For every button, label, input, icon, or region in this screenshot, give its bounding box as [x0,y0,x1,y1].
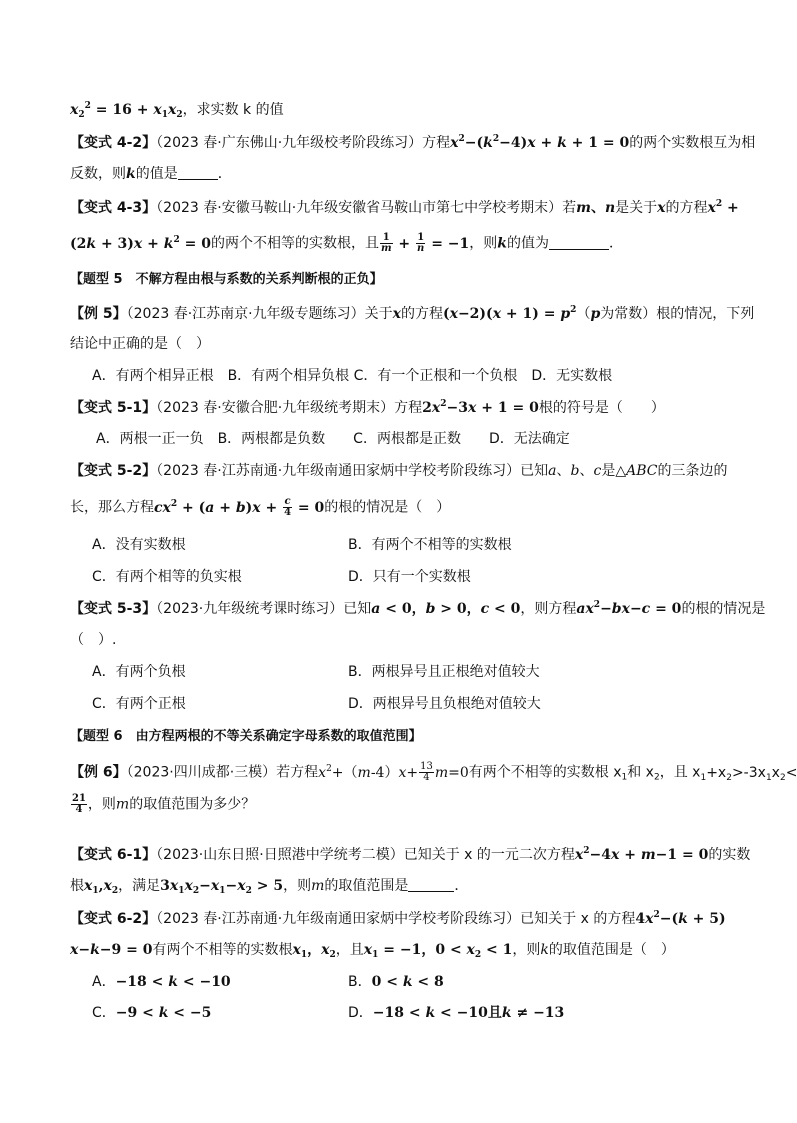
source-text: （2023·四川成都·三模）若方程 [126,764,319,781]
equation: $x^2-(k^2-4)x + k + 1 = 0$ [450,134,630,151]
answer-blank [178,165,218,180]
variable-m: m [115,796,130,813]
variant-5-3-line1 [70,599,765,619]
equation-part: $(2k + 3)x + k^2 = 0$ [70,234,211,252]
equation-part: x−k−9 = 0 [70,942,153,958]
variable-x: x [392,306,401,322]
option-value: −18 < k < −10 [115,974,231,990]
variant-tag: 【变式 5-3】 [70,601,157,617]
example-5-line1 [70,304,754,324]
example-5-line2: 结论中正确的是（ ） [70,336,210,352]
text: 根的符号是（ ） [538,400,665,416]
variant-5-2-option-d: D．只有一个实数根 [348,569,471,585]
text: （ [576,306,591,322]
variant-4-2-line2 [70,164,232,184]
text: ． [608,235,623,252]
variable-k: k [126,166,136,182]
equation-part: $x^2$ + [707,199,739,216]
variant-tag: 【变式 6-1】 [70,847,157,863]
variant-5-3-option-d: D．两根异号且负根绝对值较大 [348,696,541,712]
source-text: （2023 春·江苏南通·九年级南通田家炳中学校考阶段练习）已知关于 x 的方程 [156,911,636,927]
variant-5-3-option-b: B．两根异号且正根绝对值较大 [348,664,540,680]
variant-tag: 【变式 4-3】 [70,200,157,216]
text: 和 x [627,764,654,781]
option-label: B． [348,974,372,990]
section-5-title: 【题型 5 不解方程由根与系数的关系判断根的正负】 [70,272,383,287]
text: ． [454,878,469,894]
inequality: $3x_1x_2-x_1-x_2 > 5$ [160,878,284,896]
variant-6-2-option-c [92,1003,211,1023]
conditions: a < 0，b > 0，c < 0 [371,601,521,617]
variant-5-2-option-c: C．有两个相等的负实根 [92,569,242,585]
text: ，则 [469,235,498,252]
conditions: $x_1 = -1$，$0 < x_2 < 1$ [363,942,513,960]
variant-tag: 【变式 6-2】 [70,911,157,927]
variant-tag: 【变式 5-1】 [70,400,157,416]
text: 的三条边的 [657,463,728,479]
variant-5-3-option-a: A．有两个负根 [92,664,186,680]
source-text: （2023 春·江苏南京·九年级专题练习）关于 [126,306,393,322]
variables: m、n [576,200,616,216]
text: ，满足 [118,878,161,894]
source-text: （2023 春·江苏南通·九年级南通田家炳中学校考阶段练习）已知 [156,463,549,479]
example-tag: 【例 6】 [70,764,127,781]
equation: $ax^2-bx-c = 0$ [576,600,682,617]
text: 反数，则 [70,166,126,182]
text: ，且 [335,942,364,958]
variant-6-2-line1 [70,909,726,929]
text: ，求实数 k 的值 [182,102,284,118]
variant-5-2-line1 [70,461,727,481]
option-label: C． [92,1005,116,1021]
text: 有两个不相等的实数根 [152,942,293,958]
variant-5-3-option-c: C．有两个正根 [92,696,186,712]
variant-6-1-line2 [70,876,468,896]
text: 是关于 [615,200,658,216]
equation: $x^2+(m-4)x+$ $\frac{13}{4}$ m=0 [318,761,469,783]
section-6-title: 【题型 6 由方程两根的不等关系确定字母系数的取值范围】 [70,729,422,744]
source-text: （2023 春·广东佛山·九年级校考阶段练习）方程 [156,135,451,151]
variable-k: k [497,235,507,252]
variable-k: k [540,942,549,958]
variable-x: x [657,200,666,216]
source-text: （2023·山东日照·日照港中学统考二模）已知关于 x 的一元二次方程 [156,847,575,863]
answer-blank [408,877,454,892]
text: 的值为 [506,235,549,252]
example-6-line1: 【例 6】（2023·四川成都·三模）若方程$x^2+(m-4)x+$ $\frac{13}{4}$ m=0有两个不相等的实数根 $x_1$和 $x_2$，且 $x_1+x_2>-3x_1x_2<$ [70,761,797,783]
text: ，则 [512,942,541,958]
variant-5-1-line1 [70,398,665,418]
option-value: 0 < k < 8 [371,974,444,990]
source-text: （2023 春·安徽马鞍山·九年级安徽省马鞍山市第七中学校考期末）若 [156,200,577,216]
equation: $cx^2 + (a + b)x$ + $\frac{c}{4}$ = 0 [154,496,325,518]
text: 的取值范围是（ ） [548,942,675,958]
text: 根 [70,878,84,894]
equation: $2x^2-3x + 1 = 0$ [422,399,539,416]
equation: $x^2-4x + m-1 = 0$ [574,846,709,863]
text: 的根的情况是 [681,601,766,617]
variable-m: m [311,878,325,894]
example-5-options: A．有两个相异正根 B．有两个相异负根 C．有一个正根和一个负根 D．无实数根 [92,368,613,384]
text: 的两个实数根互为相 [629,135,756,151]
inequality: $_1+x_2>-3x_1x_2<$ [700,764,797,783]
equation: $x_2^2 = 16 + x_1x_2$ [70,101,183,120]
variant-6-2-option-a [92,972,231,992]
text: 有两个不相等的实数根 x [468,764,622,781]
text: ，则方程 [520,601,577,617]
source-text: （2023 春·安徽合肥·九年级统考期末）方程 [156,400,423,416]
variant-6-1-line1 [70,845,750,865]
variant-4-2-line1 [70,133,755,153]
text: 长，那么方程 [70,499,154,516]
text: 为常数）根的情况，下列 [600,306,755,322]
fraction-condition: $\frac{1}{m}$ + $\frac{1}{n}$ = −1 [380,232,470,254]
variables: a、b、c [548,463,602,479]
fraction: $\frac{21}{4}$ [72,793,86,815]
text: 的取值范围为多少？ [129,796,256,813]
variant-tag: 【变式 4-2】 [70,135,157,151]
variant-6-2-option-b [348,972,444,992]
text: 的方程 [400,306,443,322]
text: 的取值范围是 [324,878,409,894]
option-label: D． [348,1005,373,1021]
variable-p: p [590,306,601,322]
variant-tag: 【变式 5-2】 [70,463,157,479]
triangle-symbol: △ABC [615,463,658,479]
equation: $(x-2)(x + 1) = p^2$ [442,305,577,322]
example-tag: 【例 5】 [70,306,127,322]
variant-5-2-option-a: A．没有实数根 [92,537,186,553]
text: ，且 x [659,764,701,781]
variant-4-3-line1 [70,198,739,218]
option-value: −18 < k < −10且k ≠ −13 [372,1005,565,1021]
variant-5-3-line2: （ ）. [70,632,117,648]
text: 的值是 [135,166,178,182]
equation-part: $4x^2-(k + 5)$ [635,910,726,927]
variant-5-2-option-b: B．有两个不相等的实数根 [348,537,512,553]
example-6-line2 [70,794,255,815]
option-label: A． [92,974,116,990]
text: 的根的情况是（ ） [324,499,451,516]
variant-4-3-line2 [70,233,623,254]
variant-6-2-option-d [348,1003,564,1023]
text: 是 [601,463,616,479]
variant-6-2-line2 [70,940,675,960]
text: ，则 [283,878,312,894]
text: 的两个不相等的实数根，且 [210,235,379,252]
option-value: −9 < k < −5 [115,1005,212,1021]
variant-5-2-line2 [70,497,450,518]
source-text: （2023·九年级统考课时练习）已知 [156,601,372,617]
text: ，则 [87,796,116,813]
text: ． [217,166,232,182]
answer-blank [549,235,609,250]
roots: $x_1$，$x_2$ [292,942,336,960]
variant-5-1-options: A．两根一正一负 B．两根都是负数 C．两根都是正数 D．无法确定 [96,431,570,447]
roots: $x_1,x_2$ [84,878,119,896]
text: 的实数 [708,847,751,863]
problem-4-1-continuation [70,100,284,120]
text: 的方程 [665,200,708,216]
